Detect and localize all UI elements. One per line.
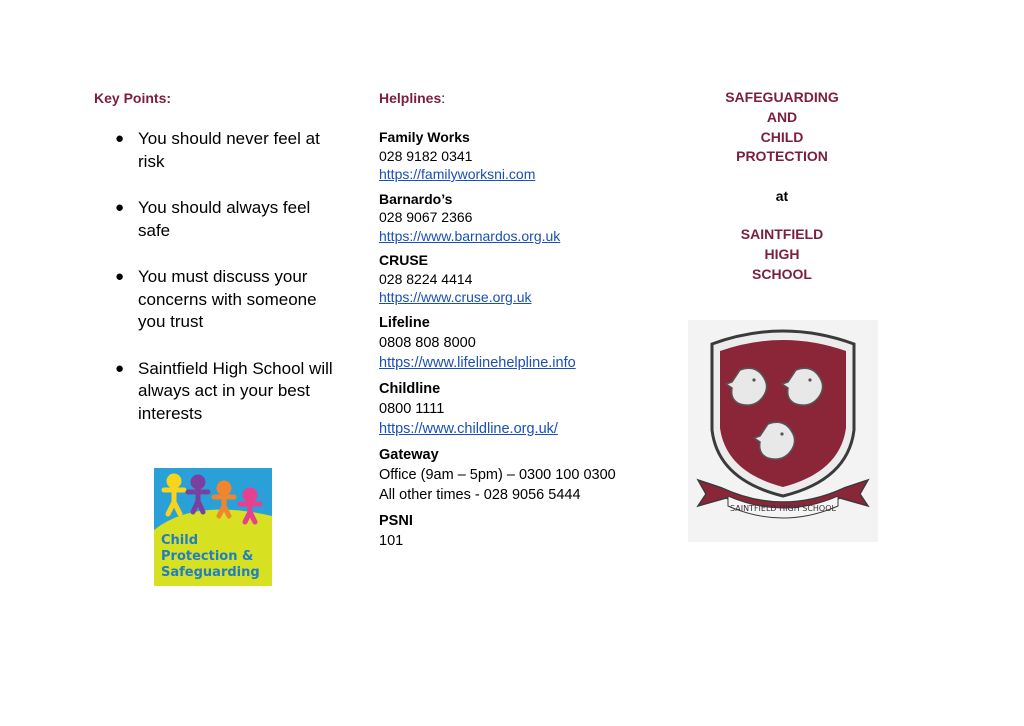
bullet-icon: ●	[115, 359, 125, 377]
school-name-line: SCHOOL	[752, 265, 812, 282]
child-protection-logo	[154, 468, 272, 586]
logo-text-line: Child	[161, 533, 199, 548]
helpline-cruse	[379, 251, 669, 307]
helpline-phone: 028 9182 0341	[379, 147, 473, 164]
helpline-name: PSNI	[379, 512, 413, 529]
list-item: ● You must discuss your concerns with someone you trust	[115, 267, 317, 331]
cover-title-line: SAFEGUARDING	[725, 89, 839, 105]
logo-text-line: Protection &	[161, 549, 254, 564]
helpline-other-times: All other times - 028 9056 5444	[379, 486, 581, 503]
helpline-name: Gateway	[379, 446, 439, 463]
helpline-phone: 0800 1111	[379, 400, 445, 417]
helpline-psni	[379, 511, 669, 551]
crest-banner-text: SAINTFIELD HIGH SCHOOL	[730, 504, 836, 513]
helpline-phone: 101	[379, 532, 404, 549]
helpline-link[interactable]: https://www.barnardos.org.uk	[379, 227, 561, 244]
helpline-name: CRUSE	[379, 252, 429, 268]
helpline-link[interactable]: https://familyworksni.com	[379, 166, 536, 182]
helplines-section	[379, 88, 669, 557]
cover-title-line: CHILD	[760, 128, 804, 145]
cover-title-line: AND	[766, 108, 798, 125]
logo-text-line: Safeguarding	[161, 565, 260, 580]
helpline-name: Childline	[379, 380, 441, 397]
key-points-heading: Key Points:	[94, 90, 172, 106]
bullet-icon: ●	[115, 268, 125, 285]
helpline-link[interactable]: https://www.lifelinehelpline.info	[379, 354, 576, 371]
bullet-icon: ●	[115, 130, 125, 147]
helpline-lifeline	[379, 313, 669, 373]
helpline-barnardos	[379, 190, 669, 246]
list-item: ● You should always feel safe	[115, 198, 311, 240]
helpline-phone: 028 8224 4414	[379, 270, 473, 287]
helpline-phone: 0808 808 8000	[379, 334, 476, 351]
helpline-name: Barnardo’s	[379, 190, 453, 207]
cover-section	[688, 88, 876, 285]
helpline-link[interactable]: https://www.cruse.org.uk	[379, 289, 532, 305]
bullet-icon: ●	[115, 199, 125, 216]
key-points-list	[94, 128, 344, 425]
helpline-phone: 028 9067 2366	[379, 209, 473, 225]
helpline-link[interactable]: https://www.childline.org.uk/	[379, 420, 558, 437]
list-item: ● Saintfield High School will always act in your best interests	[115, 358, 333, 423]
helplines-heading: Helplines:	[379, 90, 446, 106]
helpline-childline	[379, 379, 669, 439]
school-name-line: SAINTFIELD	[740, 226, 824, 243]
school-crest-icon	[688, 320, 878, 542]
key-points-section	[94, 88, 344, 449]
helpline-office-hours: Office (9am – 5pm) – 0300 100 0300	[379, 466, 616, 483]
helpline-family-works	[379, 128, 669, 184]
helpline-gateway	[379, 445, 669, 505]
helpline-name: Lifeline	[379, 314, 430, 331]
cover-at: at	[775, 188, 789, 205]
school-name-line: HIGH	[764, 245, 800, 262]
helpline-name: Family Works	[379, 129, 470, 145]
cover-title-line: PROTECTION	[736, 148, 828, 165]
list-item: ● You should never feel at risk	[115, 129, 320, 171]
